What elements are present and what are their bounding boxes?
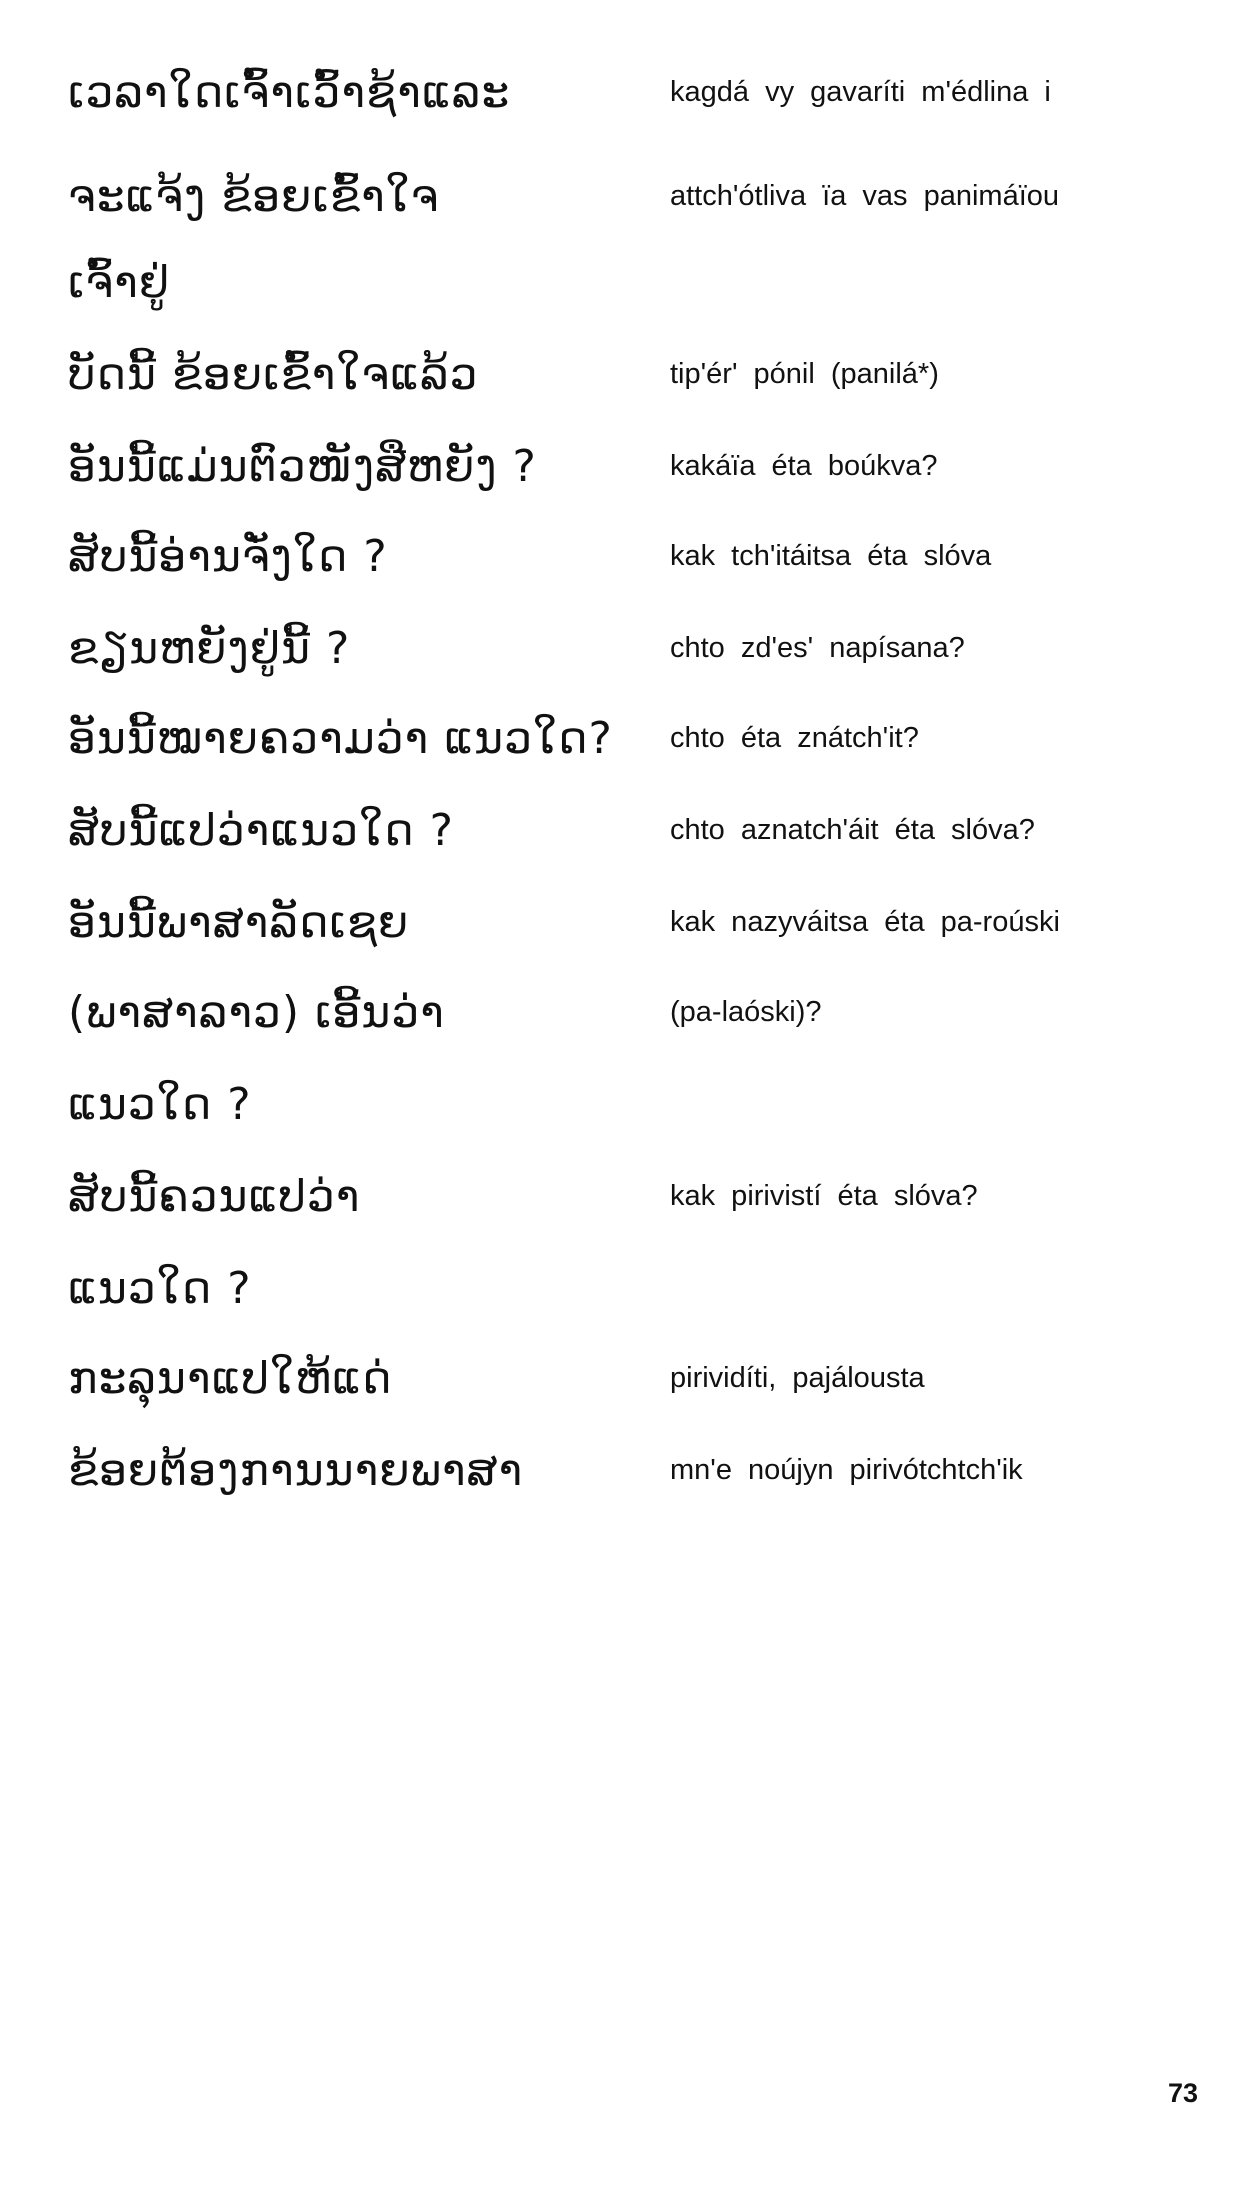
phrase-row (0, 248, 1260, 318)
phrase-row (0, 614, 1260, 684)
lao-phrase: ຂຽນຫຍັງຢູ່ນີ້ ? (68, 623, 351, 674)
lao-phrase: ເຈົ້າຢູ່ (68, 257, 171, 308)
russian-transliteration: kakáïa éta boúkva? (670, 450, 938, 482)
russian-transliteration: pirividíti, pajálousta (670, 1362, 925, 1394)
russian-transliteration: tip'ér' pónil (panilá*) (670, 358, 939, 390)
phrase-row (0, 432, 1260, 502)
phrase-row (0, 1436, 1260, 1506)
russian-transliteration: kak nazyváitsa éta pa-roúski (670, 906, 1060, 938)
lao-phrase: ກະລຸນາແປໃຫ້ແດ່ (68, 1353, 393, 1404)
russian-transliteration: chto aznatch'áit éta slóva? (670, 814, 1035, 846)
lao-phrase: ແນວໃດ ? (68, 1079, 252, 1130)
phrase-row (0, 1070, 1260, 1140)
lao-phrase: ຂ້ອຍຕ້ອງການນາຍພາສາ (68, 1445, 524, 1496)
lao-phrase: ແນວໃດ ? (68, 1263, 252, 1314)
phrase-row (0, 162, 1260, 232)
lao-phrase: (ພາສາລາວ) ເອີ້ນວ່າ (68, 987, 445, 1038)
lao-phrase: ສັບນີ້ຄວນແປວ່າ (68, 1171, 361, 1222)
lao-phrase: ສັບນີ້ແປວ່າແນວໃດ ? (68, 805, 454, 856)
lao-phrase: ອັນນີ້ໝາຍຄວາມວ່າ ແນວໃດ? (68, 713, 613, 764)
phrase-row (0, 704, 1260, 774)
phrase-row (0, 58, 1260, 128)
phrase-row (0, 796, 1260, 866)
lao-phrase: ອັນນີ້ແມ່ນຕົວໜັງສືຫຍັງ ? (68, 441, 537, 492)
russian-transliteration: kak tch'itáitsa éta slóva (670, 540, 992, 572)
phrase-row (0, 1254, 1260, 1324)
phrase-row (0, 522, 1260, 592)
lao-phrase: ອັນນີ້ພາສາລັດເຊຍ (68, 897, 410, 948)
russian-transliteration: attch'ótliva ïa vas panimáïou (670, 180, 1060, 212)
lao-phrase: ສັບນີ້ອ່ານຈັ່ງໃດ ? (68, 531, 388, 582)
russian-transliteration: mn'e noújyn pirivótchtch'ik (670, 1454, 1023, 1486)
phrase-row (0, 1344, 1260, 1414)
phrase-row (0, 340, 1260, 410)
phrase-row (0, 1162, 1260, 1232)
phrase-row (0, 978, 1260, 1048)
russian-transliteration: chto zd'es' napísana? (670, 632, 965, 664)
lao-phrase: ບັດນີ້ ຂ້ອຍເຂົ້າໃຈແລ້ວ (68, 349, 479, 400)
russian-transliteration: kagdá vy gavaríti m'édlina i (670, 76, 1051, 108)
phrase-row (0, 888, 1260, 958)
lao-phrase: ເວລາໃດເຈົ້າເວົ້າຊ້າແລະ (68, 67, 511, 118)
russian-transliteration: kak pirivistí éta slóva? (670, 1180, 978, 1212)
lao-phrase: ຈະແຈ້ງ ຂ້ອຍເຂົ້າໃຈ (68, 171, 440, 222)
russian-transliteration: chto éta znátch'it? (670, 722, 919, 754)
page-number: 73 (1167, 2078, 1198, 2108)
russian-transliteration: (pa-laóski)? (670, 996, 822, 1028)
